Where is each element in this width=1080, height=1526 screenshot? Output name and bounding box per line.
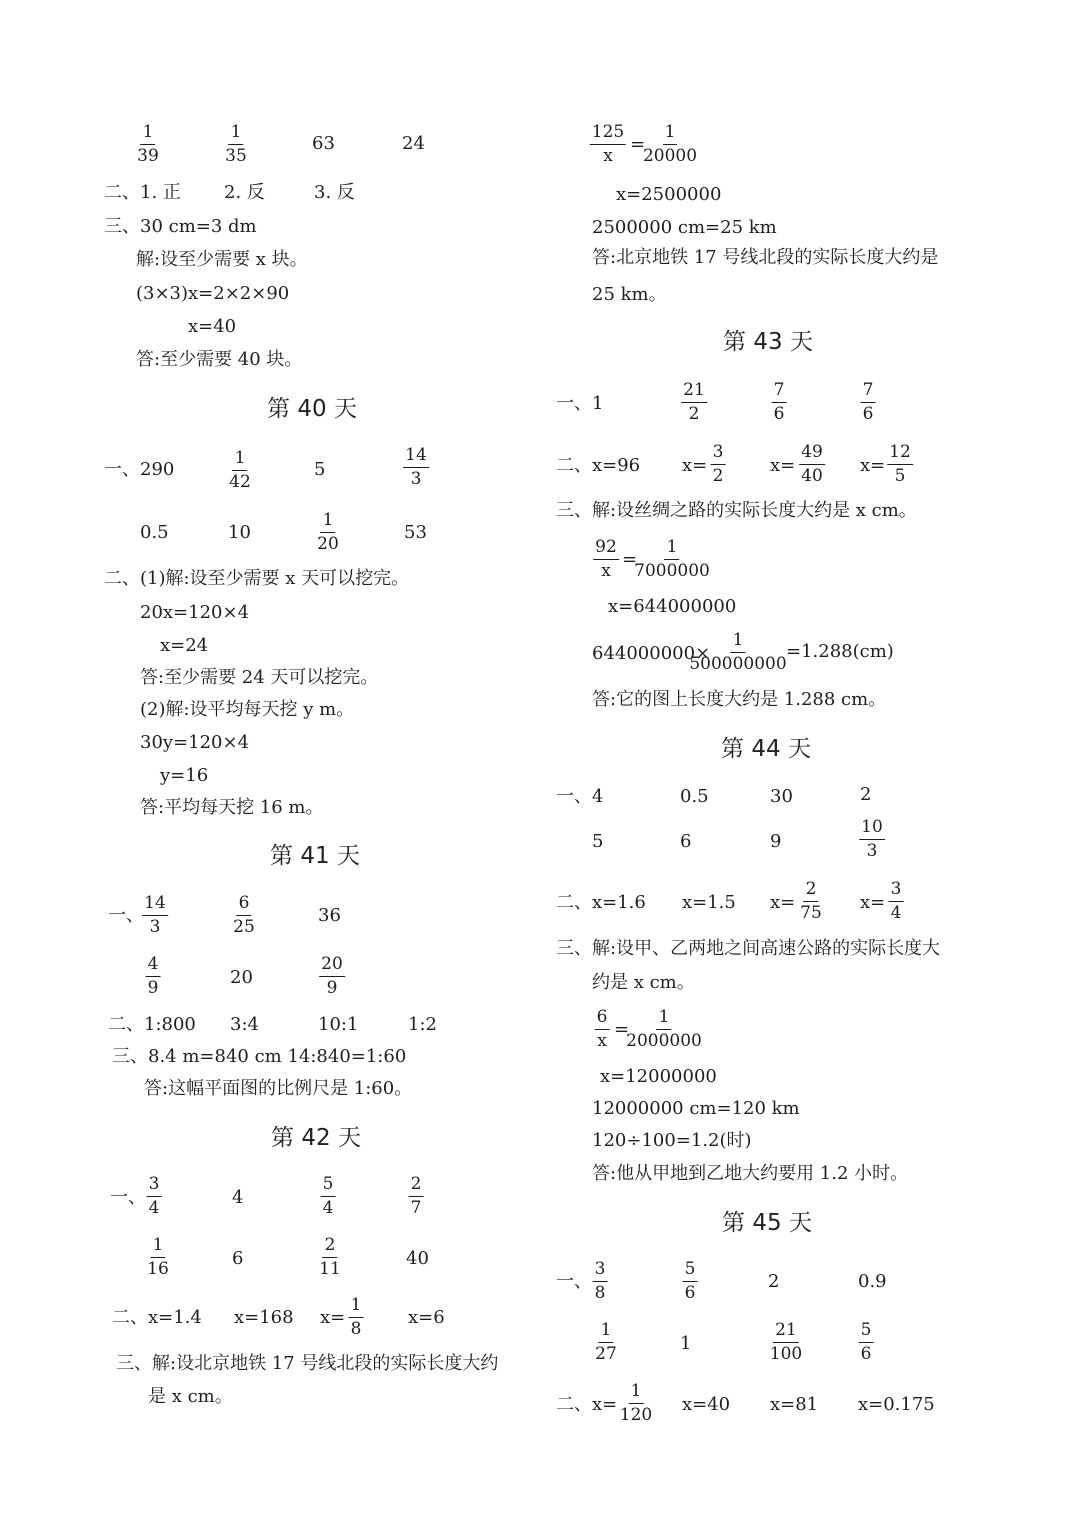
fraction: $\frac{1}{20}$ bbox=[317, 510, 339, 554]
answer-value: 6 bbox=[680, 831, 692, 852]
day-heading: 第 42 天 bbox=[271, 1125, 361, 1151]
answer-value: 40 bbox=[406, 1248, 429, 1269]
answer-value: 9 bbox=[770, 831, 782, 852]
equation-line: 30y=120×4 bbox=[140, 732, 250, 753]
answer-value: 6 bbox=[232, 1248, 244, 1269]
fraction: $\frac{5}{4}$ bbox=[322, 1174, 334, 1218]
fraction: $\frac{6}{25}$ bbox=[233, 893, 255, 937]
answer-value: x=168 bbox=[234, 1307, 294, 1328]
answer-line: 答:他从甲地到乙地大约要用 1.2 小时。 bbox=[592, 1163, 909, 1184]
answer-line: 二、(1)解:设至少需要 x 天可以挖完。 bbox=[104, 568, 410, 589]
fraction: $\frac{49}{40}$ bbox=[801, 442, 823, 486]
answer-value: 24 bbox=[402, 133, 425, 154]
answer-line: 答:至少需要 40 块。 bbox=[136, 349, 303, 370]
answer-value: 36 bbox=[318, 905, 341, 926]
fraction: $\frac{2}{75}$ bbox=[800, 879, 822, 923]
answer-value: 5 bbox=[314, 459, 326, 480]
fraction: $\frac{2}{11}$ bbox=[319, 1235, 341, 1279]
equation-line: =1.288(cm) bbox=[786, 641, 894, 662]
equation-line: x=644000000 bbox=[608, 596, 737, 617]
answer-value: 0.5 bbox=[140, 522, 169, 543]
fraction: $\frac{3}{2}$ bbox=[712, 442, 724, 486]
answer-value: 3:4 bbox=[230, 1014, 259, 1035]
answer-value: 4 bbox=[232, 1187, 244, 1208]
equation-line: 2500000 cm=25 km bbox=[592, 217, 777, 238]
fraction: $\frac{3}{4}$ bbox=[148, 1174, 160, 1218]
answer-value: 63 bbox=[312, 133, 335, 154]
fraction: $\frac{3}{4}$ bbox=[890, 879, 902, 923]
fraction: $\frac{1}{20000}$ bbox=[642, 122, 698, 166]
fraction: $\frac{3}{8}$ bbox=[594, 1259, 606, 1303]
equation-line: 644000000× bbox=[592, 643, 711, 664]
fraction: $\frac{1}{2000000}$ bbox=[626, 1007, 702, 1051]
answer-value: 1 bbox=[680, 1333, 692, 1354]
fraction: $\frac{12}{5}$ bbox=[889, 442, 911, 486]
answer-value: x= bbox=[770, 455, 796, 476]
answer-value: 一、1 bbox=[556, 393, 604, 414]
answer-line: 二、x=1.4 bbox=[112, 1307, 202, 1328]
fraction: $\frac{20}{9}$ bbox=[321, 954, 343, 998]
equals-sign: = bbox=[630, 134, 646, 155]
fraction: $\frac{1}{8}$ bbox=[350, 1295, 362, 1339]
day-heading: 第 44 天 bbox=[721, 736, 811, 762]
equation-line: 12000000 cm=120 km bbox=[592, 1098, 800, 1119]
solution-line: (2)解:设平均每天挖 y m。 bbox=[140, 699, 355, 720]
equation-line: x=12000000 bbox=[600, 1066, 717, 1087]
solution-line: 解:设至少需要 x 块。 bbox=[136, 249, 308, 270]
fraction: $\frac{5}{6}$ bbox=[860, 1320, 872, 1364]
fraction: $\frac{1}{500000000}$ bbox=[689, 630, 787, 674]
fraction: $\frac{92}{x}$ bbox=[595, 537, 617, 581]
answer-value: x= bbox=[682, 455, 708, 476]
answer-value: 0.9 bbox=[858, 1271, 887, 1292]
fraction: $\frac{2}{7}$ bbox=[410, 1174, 422, 1218]
equals-sign: = bbox=[614, 1019, 630, 1040]
fraction: $\frac{10}{3}$ bbox=[861, 817, 883, 861]
fraction: $\frac{14}{3}$ bbox=[144, 893, 166, 937]
answer-value: 53 bbox=[404, 522, 427, 543]
equation-line: 20x=120×4 bbox=[140, 602, 250, 623]
equation-line: x=40 bbox=[188, 316, 237, 337]
fraction: $\frac{5}{6}$ bbox=[684, 1259, 696, 1303]
answer-line: 二、x= bbox=[556, 1394, 618, 1415]
equation-line: 120÷100=1.2(时) bbox=[592, 1130, 752, 1151]
item-label: 一、 bbox=[110, 1187, 146, 1208]
fraction: $\frac{1}{7000000}$ bbox=[634, 537, 710, 581]
fraction: $\frac{1}{42}$ bbox=[229, 448, 251, 492]
answer-line: 答:平均每天挖 16 m。 bbox=[140, 797, 324, 818]
answer-value: 30 bbox=[770, 786, 793, 807]
answer-value: 5 bbox=[592, 831, 604, 852]
fraction: $\frac{21}{100}$ bbox=[769, 1320, 803, 1364]
answer-line: 2. 反 bbox=[224, 182, 265, 203]
answer-value: x=0.175 bbox=[858, 1394, 935, 1415]
day-heading: 第 40 天 bbox=[267, 396, 357, 422]
fraction: $\frac{1}{35}$ bbox=[225, 122, 247, 166]
fraction: $\frac{6}{x}$ bbox=[596, 1007, 608, 1051]
answer-line: 二、1. 正 bbox=[104, 182, 181, 203]
fraction: $\frac{4}{9}$ bbox=[147, 954, 159, 998]
answer-value: 2 bbox=[768, 1271, 780, 1292]
answer-line: 二、x=96 bbox=[556, 455, 641, 476]
fraction: $\frac{1}{16}$ bbox=[147, 1235, 169, 1279]
answer-line: 二、1:800 bbox=[108, 1014, 196, 1035]
fraction: $\frac{1}{120}$ bbox=[619, 1381, 653, 1425]
answer-value: x= bbox=[860, 455, 886, 476]
item-label: 一、 bbox=[556, 1271, 592, 1292]
answer-line: 答:至少需要 24 天可以挖完。 bbox=[140, 667, 379, 688]
equation-line: y=16 bbox=[160, 765, 209, 786]
answer-value: x= bbox=[770, 892, 796, 913]
answer-value: 一、4 bbox=[556, 786, 604, 807]
answer-line: 答:它的图上长度大约是 1.288 cm。 bbox=[592, 689, 887, 710]
answer-line: 3. 反 bbox=[314, 182, 355, 203]
fraction: $\frac{1}{39}$ bbox=[137, 122, 159, 166]
fraction: $\frac{21}{2}$ bbox=[683, 380, 705, 424]
solution-line: 三、解:设北京地铁 17 号线北段的实际长度大约 bbox=[116, 1353, 499, 1374]
answer-value: 10 bbox=[228, 522, 251, 543]
answer-value: 1:2 bbox=[408, 1014, 437, 1035]
equation-line: (3×3)x=2×2×90 bbox=[136, 283, 290, 304]
day-heading: 第 43 天 bbox=[723, 329, 813, 355]
answer-value: 10:1 bbox=[318, 1014, 359, 1035]
item-label: 一、 bbox=[108, 905, 144, 926]
answer-value: 一、290 bbox=[104, 459, 175, 480]
solution-line: 三、解:设甲、乙两地之间高速公路的实际长度大 bbox=[556, 938, 941, 959]
day-heading: 第 45 天 bbox=[722, 1210, 812, 1236]
answer-value: x= bbox=[860, 892, 886, 913]
fraction: $\frac{125}{x}$ bbox=[591, 122, 625, 166]
equals-sign: = bbox=[622, 549, 638, 570]
answer-line: 25 km。 bbox=[592, 284, 667, 305]
answer-value: x= bbox=[320, 1307, 346, 1328]
solution-line: 三、解:设丝绸之路的实际长度大约是 x cm。 bbox=[556, 500, 917, 521]
answer-line: 答:北京地铁 17 号线北段的实际长度大约是 bbox=[592, 247, 939, 268]
answer-line: 三、30 cm=3 dm bbox=[104, 216, 257, 237]
day-heading: 第 41 天 bbox=[270, 843, 360, 869]
answer-line: 二、x=1.6 bbox=[556, 892, 646, 913]
answer-line: 答:这幅平面图的比例尺是 1:60。 bbox=[144, 1078, 413, 1099]
answer-value: 0.5 bbox=[680, 786, 709, 807]
solution-line: 约是 x cm。 bbox=[592, 972, 695, 993]
fraction: $\frac{7}{6}$ bbox=[773, 380, 785, 424]
fraction: $\frac{14}{3}$ bbox=[405, 445, 427, 489]
answer-value: 20 bbox=[230, 967, 253, 988]
answer-line: 三、8.4 m=840 cm 14:840=1:60 bbox=[112, 1046, 407, 1067]
answer-value: 2 bbox=[860, 784, 872, 805]
equation-line: x=2500000 bbox=[616, 184, 722, 205]
equation-line: x=24 bbox=[160, 635, 209, 656]
answer-value: x=40 bbox=[682, 1394, 731, 1415]
answer-value: x=6 bbox=[408, 1307, 445, 1328]
answer-value: x=1.5 bbox=[682, 892, 736, 913]
fraction: $\frac{1}{27}$ bbox=[595, 1320, 617, 1364]
solution-line: 是 x cm。 bbox=[148, 1386, 233, 1407]
fraction: $\frac{7}{6}$ bbox=[862, 380, 874, 424]
answer-value: x=81 bbox=[770, 1394, 819, 1415]
